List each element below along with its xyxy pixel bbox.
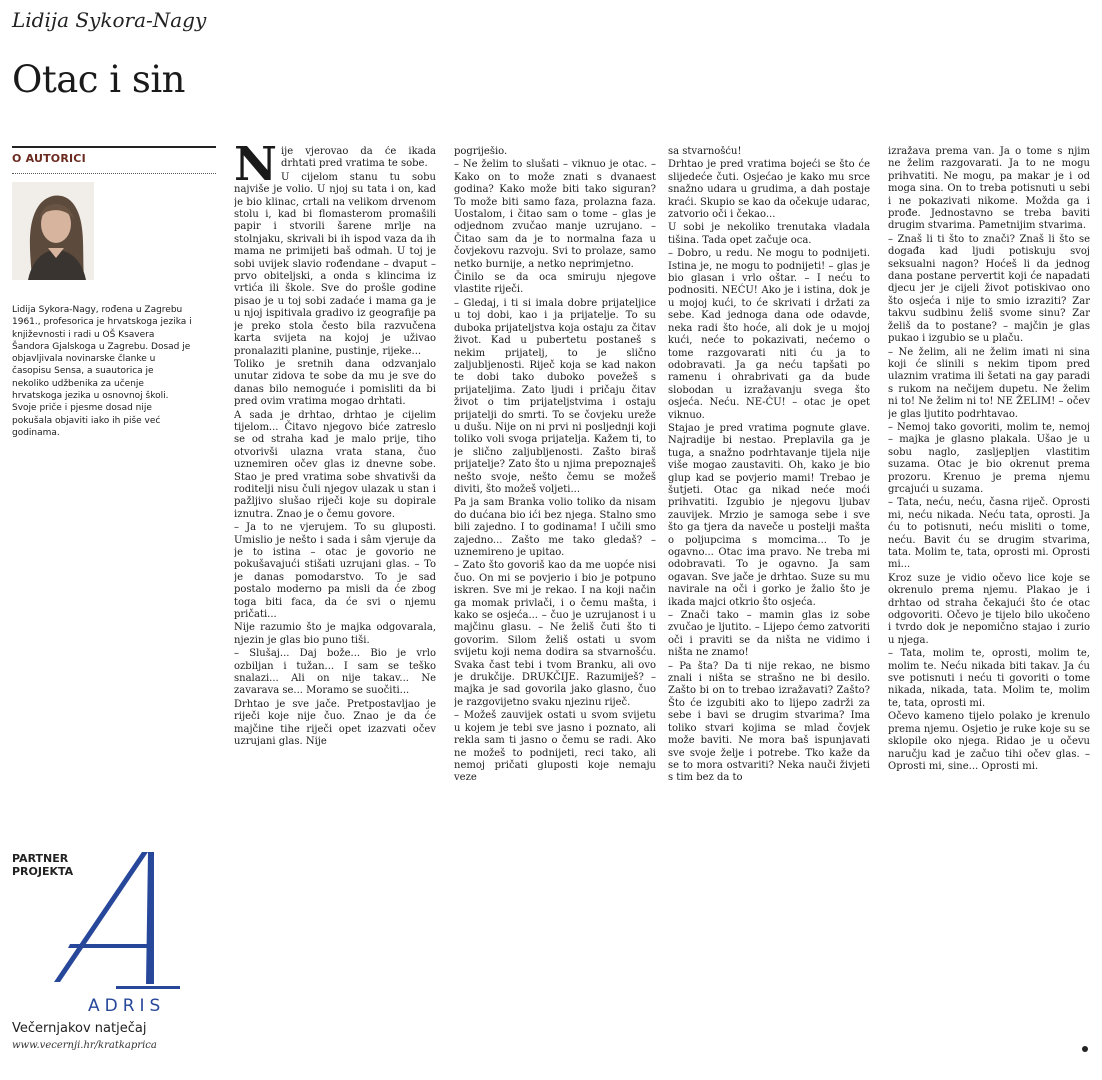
paragraph: Pa ja sam Branka volio toliko da nisam do dućana bio ići bez njega. Stalno smo bili zajedno. I to godinama! I učili smo zajedno... Zašto me tako gledaš? – uznemireno je upitao. — [454, 497, 656, 558]
paragraph: Stajao je pred vratima pognute glave. Najradije bi nestao. Preplavila ga je tuga, a snažno podrhtavanje tijela nije više mogao zaustaviti. Oh, kako je bio glup kad se povjerio mami! Trebao je šutjeti. Otac ga nikad neće moći prihvatiti. Izgubio je njegovu ljubav zauvijek. Mrzio je samoga sebe i sve što ga tjera da naveče u postelji mašta o poljupcima s momcima... To je ogavno... Otac ima pravo. Ne treba mi odobravati. To je ogavno. Ja sam ogavan. Sve jače je drhtao. Suze su mu navirale na oči i gorko je žalio što je ikada majci otkrio što osjeća. — [668, 422, 870, 608]
paragraph: – Ne želim to slušati – viknuo je otac. – Kako on to može znati s dvanaest godina? Kako može biti tako siguran? To može biti samo faza, prolazna faza. Uostalom, i čitao sam o tome – glas je odjednom zvučao manje uzrujano. – Čitao sam da je to normalna faza u čovjekovu razvoju. Svi to prolaze, samo netko burnije, a netko neprimjetno. — [454, 159, 656, 270]
paragraph: – Ja to ne vjerujem. To su gluposti. Umislio je nešto i sada i sâm vjeruje da je to istina – otac je govorio ne pokušavajući stišati uzrujani glas. – To je danas pomodarstvo. To je sad postalo moderno pa misli da će zbog toga biti faca, da će svi o njemu pričati... — [234, 522, 436, 621]
paragraph: – Slušaj... Daj bože... Bio je vrlo ozbiljan i tužan... I sam se teško snalazi... Ali on nije takav... Ne zavarava se... Moramo se suočiti... — [234, 648, 436, 697]
author-bio: Lidija Sykora-Nagy, rođena u Zagrebu 1961., profesorica je hrvatskoga jezika i književnosti i radi u OŠ Ksavera Šandora Gjalskoga u Zagrebu. Dosad je objavljivala novinarske članke u časopisu Sensa, a suautorica je nekoliko udžbenika za učenje hrvatskoga jezika u osnovnoj školi. Svoje priče i pjesme dosad nije pokušala objaviti iako ih piše već godinama. — [12, 305, 192, 438]
paragraph: – Tata, molim te, oprosti, molim te, molim te. Neću nikada biti takav. Ja ću sve potisnuti i neću ti govoriti o tome nikada, nikada, tata. Molim te, molim te, tata, oprosti mi. — [888, 648, 1090, 709]
paragraph: Drhtao je pred vratima bojeći se što će slijedeće čuti. Osjećao je kako mu srce snažno udara u grudima, a dah postaje kraći. Skupio se kao da očekuje udarac, zatvorio oči i čekao... — [668, 159, 870, 221]
contest-name: Večernjakov natječaj — [12, 1021, 147, 1036]
paragraph: Nije razumio što je majka odgovarala, njezin je glas bio puno tiši. — [234, 622, 436, 646]
paragraph: Očevo kameno tijelo polako je krenulo prema njemu. Osjetio je ruke koje su se sklopile oko njega. Ridao je u očevu naručju kad je začuo tihi očev glas. – Oprosti mi, sine... Oprosti mi. — [888, 711, 1090, 772]
paragraph: – Ne želim, ali ne želim imati ni sina koji će slinili s nekim tipom pred ulaznim vratima ili šetati na gay paradi s rukom na nečijem dupetu. Ne želim ni to! Ne želim ni to! NE ŽELIM! – očev je glas ljutito podrhtavao. — [888, 346, 1090, 420]
paragraph: – Pa šta? Da ti nije rekao, ne bismo znali i ništa se strašno ne bi desilo. Zašto bi on to trebao izražavati? Zašto? Što će izgubiti ako to lijepo zadrži za sebe i bavi se drugim stvarima? Ima toliko stvari kojima se mlad čovjek može baviti. Ne mora baš ispunjavati sve svoje želje i potrebe. Tko kaže da se to mora ostvariti? Neka nauči živjeti s tim bez da to — [668, 660, 870, 784]
end-of-article-mark — [1082, 1046, 1088, 1052]
paragraph: Toliko je sretnih dana odzvanjalo unutar zidova te sobe da mu je sve do danas bilo nemoguće i pomisliti da bi pred ovim vratima mogao drhtati. — [234, 358, 436, 408]
paragraph: – Gledaj, i ti si imala dobre prijateljice u toj dobi, kao i ja prijatelje. To su duboka prijateljstva koja ostaju za čitav život. Kad u pubertetu postaneš s nekim prijatelj, to je slično zaljubljenosti. Riječ koja se kad nakon te dobi tako duboko povežeš s prijateljima. Zato ljudi i pričaju čitav život o tim prijateljstvima i ostaju prijatelji do smrti. To se čovjeku ureže u dušu. Nije on ni prvi ni posljednji koji toliko voli svoga prijatelja. Kažem ti, to je slično zaljubljenosti. Zašto biraš prijatelje? Zato što u njima prepoznaješ nešto svoje, nešto čemu se možeš diviti, što možeš voljeti... — [454, 297, 656, 495]
partner-label-line2: PROJEKTA — [12, 865, 74, 878]
author-name: Lidija Sykora-Nagy — [12, 8, 207, 32]
paragraph: Činilo se da oca smiruju njegove vlastite riječi. — [454, 272, 656, 296]
drop-cap: N — [234, 146, 277, 192]
contest-url[interactable]: www.vecernji.hr/kratkaprica — [12, 1040, 157, 1051]
paragraph: – Dobro, u redu. Ne mogu to podnijeti. Istina je, ne mogu to podnijeti! – glas je bio glasan i vrlo oštar. – I neću to podnositi. NEĆU! Ako je i istina, dok je u mojoj kući, to će skrivati i držati za sebe. Kad jednoga dana ode odavde, neka radi što hoće, ali dok je u mojoj kući, neće to pokazivati, nećemo o tome razgovarati niti ću ja to odobravati. Ja ga neću tapšati po ramenu i ohrabrivati ga da bude slobodan u izražavanju svega što osjeća. Neću. NE-ĆU! – otac je opet viknuo. — [668, 248, 870, 421]
paragraph: A sada je drhtao, drhtao je cijelim tijelom... Čitavo njegovo biće zatreslo se od straha kad je malo prije, tiho otvorivši ulazna vrata stana, čuo uznemiren očev glas iz dnevne sobe. Stao je pred vratima sobe shvativši da roditelji nisu čuli njegov ulazak u stan i pažljivo slušao riječi koje su dopirale iznutra. Znao je o čemu govore. — [234, 409, 436, 520]
paragraph: – Možeš zauvijek ostati u svom svijetu u kojem je tebi sve jasno i poznato, ali rekla sam ti jasno o čemu se radi. Ako ne možeš to podnijeti, reci tako, ali nemoj pričati gluposti koje nemaju veze — [454, 710, 656, 784]
adris-logo-icon — [30, 848, 200, 998]
partner-label-line1: PARTNER — [12, 852, 69, 865]
article-body — [234, 146, 1098, 1062]
paragraph: U cijelom stanu tu sobu najviše je volio. U njoj su tata i on, kad je bio klinac, crtali na velikom drvenom stolu i, kad bi flomasterom promašili papir i stvorili šarene mrlje na stolnjaku, skrivali bi ih ispod vaza da ih mama ne primijeti baš odmah. U toj je sobi uvijek slavio rođendane – dvaput – prvo obiteljski, a onda s klincima iz vrtića ili škole. Sve do prošle godine pisao je u toj sobi zadaće i mama ga je u njoj ispitivala gradivo iz geografije pa je preko stola često bila razvučena karta svijeta na kojoj je uživao pronalaziti planine, pustinje, rijeke... — [234, 171, 436, 357]
sidebar-heading: O AUTORICI — [12, 152, 86, 165]
paragraph: – Znači tako – mamin glas iz sobe zvučao je ljutito. – Lijepo ćemo zatvoriti oči i praviti se da ništa ne vidimo i ništa ne znamo! — [668, 610, 870, 659]
paragraph: – Zato što govoriš kao da me uopće nisi čuo. On mi se povjerio i bio je potpuno iskren. Sve mi je rekao. I na koji način ga momak privlači, i o čemu mašta, i kako se osjeća... – čuo je uzrujanost i u majčinu glasu. – Ne želiš čuti što ti govorim. Silom želiš ostati u svom svijetu koji nema dodira sa stvarnošću. Svaka čast tebi i tvom Branku, ali ovo je drukčije. DRUKČIJE. Razumiješ? – majka je sad govorila jako glasno, čuo je razgovijetno svaku njezinu riječ. — [454, 560, 656, 708]
paragraph: izražava prema van. Ja o tome s njim ne želim razgovarati. Ja to ne mogu prihvatiti. Ne mogu, pa makar je i od moga sina. On to treba potisnuti u sebi i ne pokazivati nikome. Možda ga i prođe. Jednostavno se treba baviti drugim stvarima. Pametnijim stvarima. — [888, 146, 1090, 232]
paragraph: – Znaš li ti što to znači? Znaš li što se događa kad ljudi potiskuju svoj seksualni nagon? Hoćeš li da jednog dana postane pervertit koji će napadati djecu jer je cijeli život potiskivao ono što osjeća i nije to smio izraziti? Zar takvu sudbinu želiš svome sinu? Zar želiš da to postane? – majčin je glas pukao i izgubio se u plaču. — [888, 233, 1090, 345]
paragraph: – Nemoj tako govoriti, molim te, nemoj – majka je glasno plakala. Ušao je u sobu naglo, zasljepljen vlastitim suzama. Otac je bio okrenut prema prozoru. Krenuo je prema njemu grcajući u suzama. — [888, 421, 1090, 495]
paragraph: – Tata, neću, neću, časna riječ. Oprosti mi, neću nikada. Neću tata, oprosti. Ja ću to potisnuti, neću misliti o tome, neću. Bavit ću se drugim stvarima, tata. Molim te, tata, oprosti mi. Oprosti mi... — [888, 497, 1090, 571]
sidebar-dotted-rule — [12, 173, 216, 174]
paragraph: sa stvarnošću! — [668, 146, 742, 157]
article-column-1 — [234, 146, 436, 1062]
article-column-4 — [888, 146, 1090, 1062]
sidebar-top-rule — [12, 146, 216, 148]
article-column-3 — [668, 146, 870, 1062]
paragraph: U sobi je nekoliko trenutaka vladala tišina. Tada opet začuje oca. — [668, 222, 870, 246]
paragraph: pogriješio. — [454, 146, 508, 157]
author-portrait — [12, 182, 94, 280]
paragraph: Kroz suze je vidio očevo lice koje se okrenulo prema njemu. Plakao je i drhtao od straha čekajući što će otac odgovoriti. Očevo je tijelo bilo ukočeno i tvrdo dok je nepomično stajao i zurio u njega. — [888, 572, 1090, 646]
article-column-2 — [454, 146, 656, 1062]
paragraph: Nije vjerovao da će ikada drhtati pred vratima te sobe. — [234, 146, 436, 192]
paragraph: Drhtao je sve jače. Pretpostavljao je riječi koje nije čuo. Znao je da će majčine tihe riječi opet izazvati očev uzrujani glas. Nije — [234, 698, 436, 748]
author-sidebar — [12, 146, 216, 439]
article-title: Otac i sin — [12, 58, 185, 101]
adris-logo-text: ADRIS — [88, 996, 166, 1016]
